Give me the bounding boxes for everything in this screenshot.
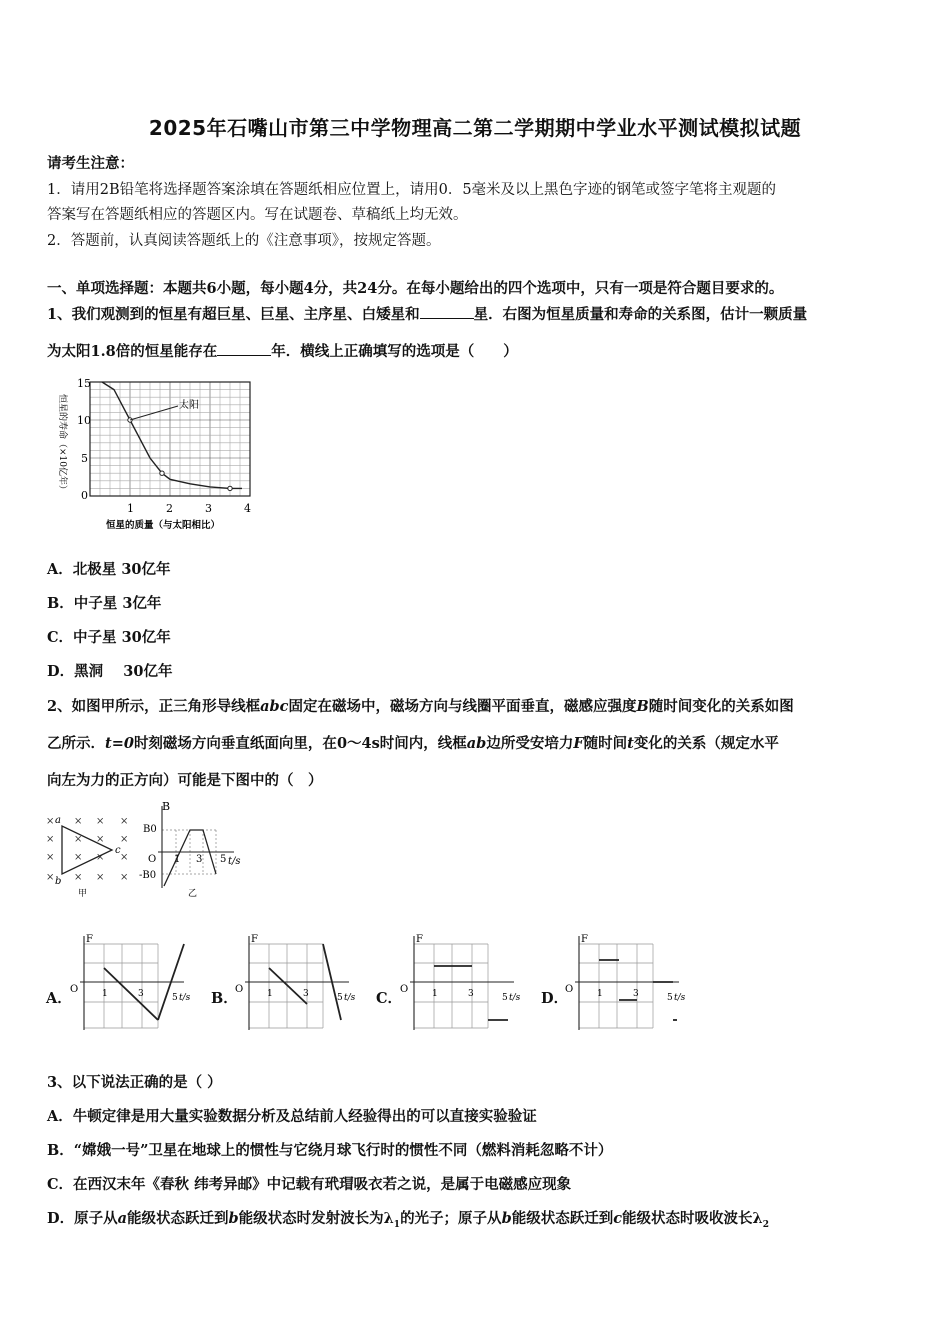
q1-option-c[interactable]: C．中子星 30亿年	[47, 629, 171, 646]
curve-point	[228, 486, 232, 490]
q3-option-b[interactable]: B．“嫦娥一号”卫星在地球上的惯性与它绕月球飞行时的惯性不同（燃料消耗忽略不计）	[47, 1142, 613, 1159]
field-x-mark: ×	[46, 834, 55, 845]
yi-t-label: t/s	[228, 856, 241, 867]
yi-b0-label: B0	[143, 824, 157, 835]
option-origin: O	[235, 984, 244, 995]
curve-point	[160, 471, 164, 475]
sun-pointer	[130, 406, 178, 420]
q1-text-c: 为太阳1.8倍的恒星能存在	[47, 343, 218, 360]
q3-stem: 3、以下说法正确的是（ ）	[47, 1074, 222, 1091]
option-f-label: F	[86, 934, 93, 945]
q3-option-c[interactable]: C．在西汉末年《春秋 纬考异邮》中记载有玳瑁吸衣若之说，是属于电磁感应现象	[47, 1176, 572, 1193]
option-origin: O	[70, 984, 79, 995]
field-x-mark: ×	[46, 872, 55, 883]
yi-neg-b0-label: -B0	[139, 870, 157, 881]
option-t3: 3	[303, 989, 309, 999]
yi-origin: O	[148, 854, 157, 865]
option-t5: 5	[667, 993, 673, 1003]
field-x-mark: ×	[74, 816, 83, 827]
q1-option-a[interactable]: A．北极星 30亿年	[47, 561, 171, 578]
option-t-label: t/s	[509, 993, 521, 1003]
q1-option-b[interactable]: B．中子星 3亿年	[47, 595, 162, 612]
triangle-frame	[62, 826, 112, 874]
yi-t5: 5	[220, 854, 227, 865]
q2-option-c-label[interactable]: C．	[376, 990, 403, 1007]
q1-option-d[interactable]: D．黑洞 30亿年	[47, 663, 173, 680]
option-f-label: F	[416, 934, 423, 945]
option-t1: 1	[102, 989, 108, 999]
q1-blank-1	[420, 304, 474, 319]
vertex-b: b	[55, 876, 62, 887]
field-x-mark: ×	[46, 816, 55, 827]
q1-text-a: 1、我们观测到的恒星有超巨星、巨星、主序星、白矮星和	[47, 306, 420, 323]
option-f-label: F	[251, 934, 258, 945]
q1-blank-2	[217, 341, 271, 356]
option-origin: O	[400, 984, 409, 995]
field-x-mark: ×	[74, 872, 83, 883]
ytick-10: 10	[77, 414, 91, 427]
option-t-label: t/s	[674, 993, 686, 1003]
field-x-mark: ×	[120, 852, 129, 863]
q2-figure-jia	[40, 806, 132, 898]
xtick-2: 2	[166, 502, 173, 515]
q2-stem-line-1: 2、如图甲所示，正三角形导线框abc固定在磁场中，磁场方向与线圈平面垂直，磁感应强度B随时间变化的关系如图	[47, 698, 794, 715]
q1-text-b: 星．右图为恒星质量和寿命的关系图，估计一颗质量	[473, 306, 808, 323]
q3-option-a[interactable]: A．牛顿定律是用大量实验数据分析及总结前人经验得出的可以直接实验验证	[47, 1108, 537, 1125]
field-x-mark: ×	[120, 834, 129, 845]
option-grid	[249, 944, 323, 1028]
q2-stem-line-2: 乙所示．t=0时刻磁场方向垂直纸面向里，在0～4s时间内，线框ab边所受安培力F随时间t变化的关系（规定水平	[47, 735, 779, 752]
yi-t3: 3	[196, 854, 203, 865]
q1-stem-line-1	[47, 303, 807, 324]
page-title: 2025年石嘴山市第三中学物理高二第二学期期中学业水平测试模拟试题	[148, 116, 802, 140]
q2-option-b-graph	[231, 930, 361, 1034]
notice-line-2: 答案写在答题纸相应的答题区内。写在试题卷、草稿纸上均无效。	[47, 207, 468, 223]
ytick-15: 15	[77, 377, 91, 390]
q2-option-d-label[interactable]: D．	[541, 990, 569, 1007]
option-t5: 5	[502, 993, 508, 1003]
xtick-1: 1	[127, 502, 134, 515]
field-x-mark: ×	[96, 816, 105, 827]
ytick-0: 0	[81, 489, 88, 502]
chart-ylabel: 恒星的寿命（×10亿年）	[57, 394, 67, 494]
field-x-mark: ×	[46, 852, 55, 863]
q1-stem-line-2	[47, 340, 518, 361]
option-t3: 3	[138, 989, 144, 999]
field-x-mark: ×	[74, 852, 83, 863]
fig-yi-caption: 乙	[188, 889, 198, 898]
field-x-mark: ×	[96, 834, 105, 845]
option-f-label: F	[581, 934, 588, 945]
q2-figure-yi	[136, 800, 252, 898]
q2-option-c-graph	[396, 930, 526, 1034]
q1-lifetime-chart	[44, 372, 256, 534]
vertex-a: a	[55, 815, 61, 826]
q2-option-a-label[interactable]: A．	[46, 990, 72, 1007]
q2-option-a-graph	[66, 930, 196, 1034]
fig-jia-caption: 甲	[78, 889, 88, 898]
xtick-4: 4	[244, 502, 251, 515]
notice-heading: 请考生注意：	[47, 155, 134, 172]
chart-xlabel: 恒星的质量（与太阳相比）	[106, 520, 221, 531]
option-grid	[414, 944, 488, 1028]
q2-stem-line-3: 向左为力的正方向）可能是下图中的（ ）	[47, 772, 323, 789]
q1-text-d: 年．横线上正确填写的选项是（ ）	[271, 343, 518, 360]
option-t5: 5	[337, 993, 343, 1003]
option-grid	[579, 944, 653, 1028]
option-grid	[84, 944, 158, 1028]
field-x-mark: ×	[96, 852, 105, 863]
vertex-c: c	[115, 845, 121, 856]
yi-t1: 1	[174, 854, 181, 865]
field-x-mark: ×	[120, 816, 129, 827]
notice-line-3: 2．答题前，认真阅读答题纸上的《注意事项》，按规定答题。	[47, 233, 441, 249]
option-t1: 1	[267, 989, 273, 999]
option-t1: 1	[597, 989, 603, 999]
option-t-label: t/s	[179, 993, 191, 1003]
xtick-3: 3	[205, 502, 212, 515]
field-x-mark: ×	[120, 872, 129, 883]
option-t3: 3	[633, 989, 639, 999]
q2-option-d-graph	[561, 930, 691, 1034]
option-t1: 1	[432, 989, 438, 999]
yi-b-label: B	[162, 800, 171, 813]
section-heading: 一、单项选择题：本题共6小题，每小题4分，共24分。在每小题给出的四个选项中，只有一项是符合题目要求的。	[47, 280, 784, 297]
q2-option-b-label[interactable]: B．	[211, 990, 238, 1007]
notice-line-1: 1．请用2B铅笔将选择题答案涂填在答题纸相应位置上，请用0．5毫米及以上黑色字迹的钢笔或签字笔将主观题的	[47, 182, 777, 198]
option-t5: 5	[172, 993, 178, 1003]
option-t3: 3	[468, 989, 474, 999]
option-t-label: t/s	[344, 993, 356, 1003]
sun-label: 太阳	[179, 400, 199, 411]
q3-option-d[interactable]: D．原子从a能级状态跃迁到b能级状态时发射波长为$\lambda_1$的光子；原子从b能级状态跃迁到c能级状态时吸收波长$\lambda_2$	[47, 1210, 769, 1230]
field-x-mark: ×	[96, 872, 105, 883]
option-origin: O	[565, 984, 574, 995]
field-x-mark: ×	[74, 834, 83, 845]
ytick-5: 5	[81, 452, 88, 465]
